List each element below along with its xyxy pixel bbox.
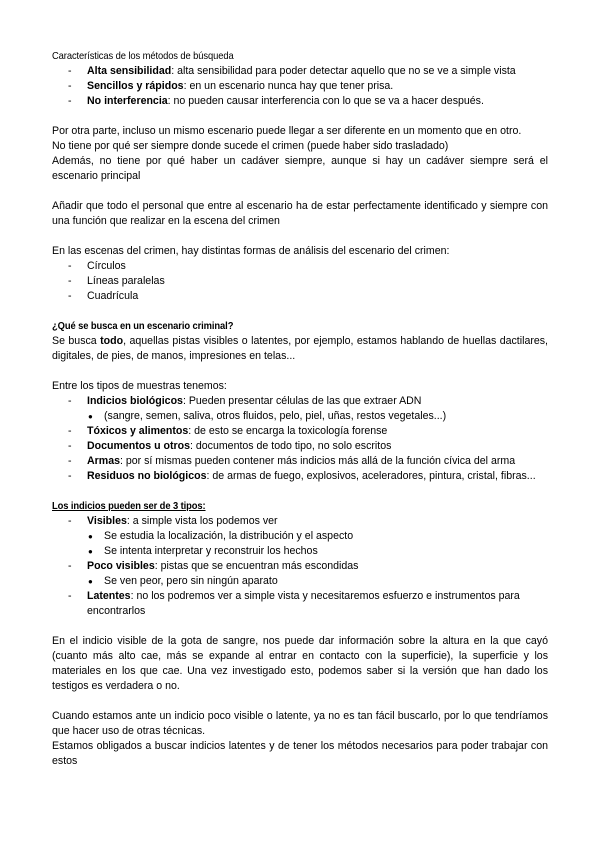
list-item: - Residuos no biológicos: de armas de fuego, explosivos, aceleradores, pintura, cristal, fibras... [52, 469, 548, 484]
search-methods-list [52, 64, 548, 109]
list-item: - Documentos u otros: documentos de todo tipo, no solo escritos [52, 439, 548, 454]
list-item: - Líneas paralelas [52, 274, 548, 289]
list-item: - Cuadrícula [52, 289, 548, 304]
list-item: ● (sangre, semen, saliva, otros fluidos, pelo, piel, uñas, restos vegetales...) [52, 409, 548, 424]
list-item: ● Se intenta interpretar y reconstruir los hechos [52, 544, 548, 559]
paragraph: Se busca todo, aquellas pistas visibles o latentes, por ejemplo, estamos hablando de huellas dactilares, digitales, de pies, de manos, impresiones en telas... [52, 335, 548, 362]
sample-types-list [52, 394, 548, 484]
section-heading-evidence-types: Los indicios pueden ser de 3 tipos: [52, 501, 206, 512]
list-item: - Círculos [52, 259, 548, 274]
paragraph: En las escenas del crimen, hay distintas formas de análisis del escenario del crimen: [52, 245, 450, 257]
paragraph: Estamos obligados a buscar indicios latentes y de tener los métodos necesarios para poder trabajar con estos [52, 740, 548, 767]
list-item: - Armas: por sí mismas pueden contener más indicios más allá de la función cívica del arma [52, 454, 548, 469]
list-item: - Indicios biológicos: Pueden presentar células de las que extraer ADN ● (sangre, semen, saliva, otros fluidos, pelo, piel, uñas, restos vegetales...) [52, 394, 548, 424]
paragraph: No tiene por qué ser siempre donde sucede el crimen (puede haber sido trasladado) [52, 140, 449, 152]
paragraph: Cuando estamos ante un indicio poco visible o latente, ya no es tan fácil buscarlo, por lo que tendríamos que hacer uso de otras técnicas. [52, 710, 548, 737]
section-heading-what-is-searched: ¿Qué se busca en un escenario criminal? [52, 321, 234, 332]
analysis-forms-list [52, 259, 548, 304]
evidence-types-list [52, 514, 548, 619]
list-item: - Alta sensibilidad: alta sensibilidad para poder detectar aquello que no se ve a simple vista [52, 64, 548, 79]
paragraph: Además, no tiene por qué haber un cadáver siempre, aunque si hay un cadáver siempre será el escenario principal [52, 155, 548, 182]
paragraph: Por otra parte, incluso un mismo escenario puede llegar a ser diferente en un momento que en otro. [52, 125, 522, 137]
list-item: ● Se ven peor, pero sin ningún aparato [52, 574, 548, 589]
list-item: ● Se estudia la localización, la distribución y el aspecto [52, 529, 548, 544]
list-item: - Visibles: a simple vista los podemos ver ● Se estudia la localización, la distribución y el aspecto ● Se intenta interpretar y reconstruir los hechos [52, 514, 548, 559]
list-item: - Latentes: no los podremos ver a simple vista y necesitaremos esfuerzo e instrumentos para encontrarlos [52, 589, 548, 619]
sub-list [52, 574, 548, 589]
sub-list [52, 409, 548, 424]
paragraph: Entre los tipos de muestras tenemos: [52, 380, 227, 392]
section-heading-search-methods: Características de los métodos de búsqueda [52, 51, 234, 62]
list-item: - Poco visibles: pistas que se encuentran más escondidas ● Se ven peor, pero sin ningún aparato [52, 559, 548, 589]
paragraph: En el indicio visible de la gota de sangre, nos puede dar información sobre la altura en la que cayó (cuanto más alto cae, más se expande al entrar en contacto con la superficie), la superficie y los materiales en los que cae. Una vez investigado esto, podemos saber si la versión que han dado los testigos es verdadera o no. [52, 635, 548, 692]
paragraph: Añadir que todo el personal que entre al escenario ha de estar perfectamente identificado y siempre con una función que realizar en la escena del crimen [52, 200, 548, 227]
sub-list [52, 529, 548, 559]
list-item: - Sencillos y rápidos: en un escenario nunca hay que tener prisa. [52, 79, 548, 94]
list-item: - Tóxicos y alimentos: de esto se encarga la toxicología forense [52, 424, 548, 439]
list-item: - No interferencia: no pueden causar interferencia con lo que se va a hacer después. [52, 94, 548, 109]
